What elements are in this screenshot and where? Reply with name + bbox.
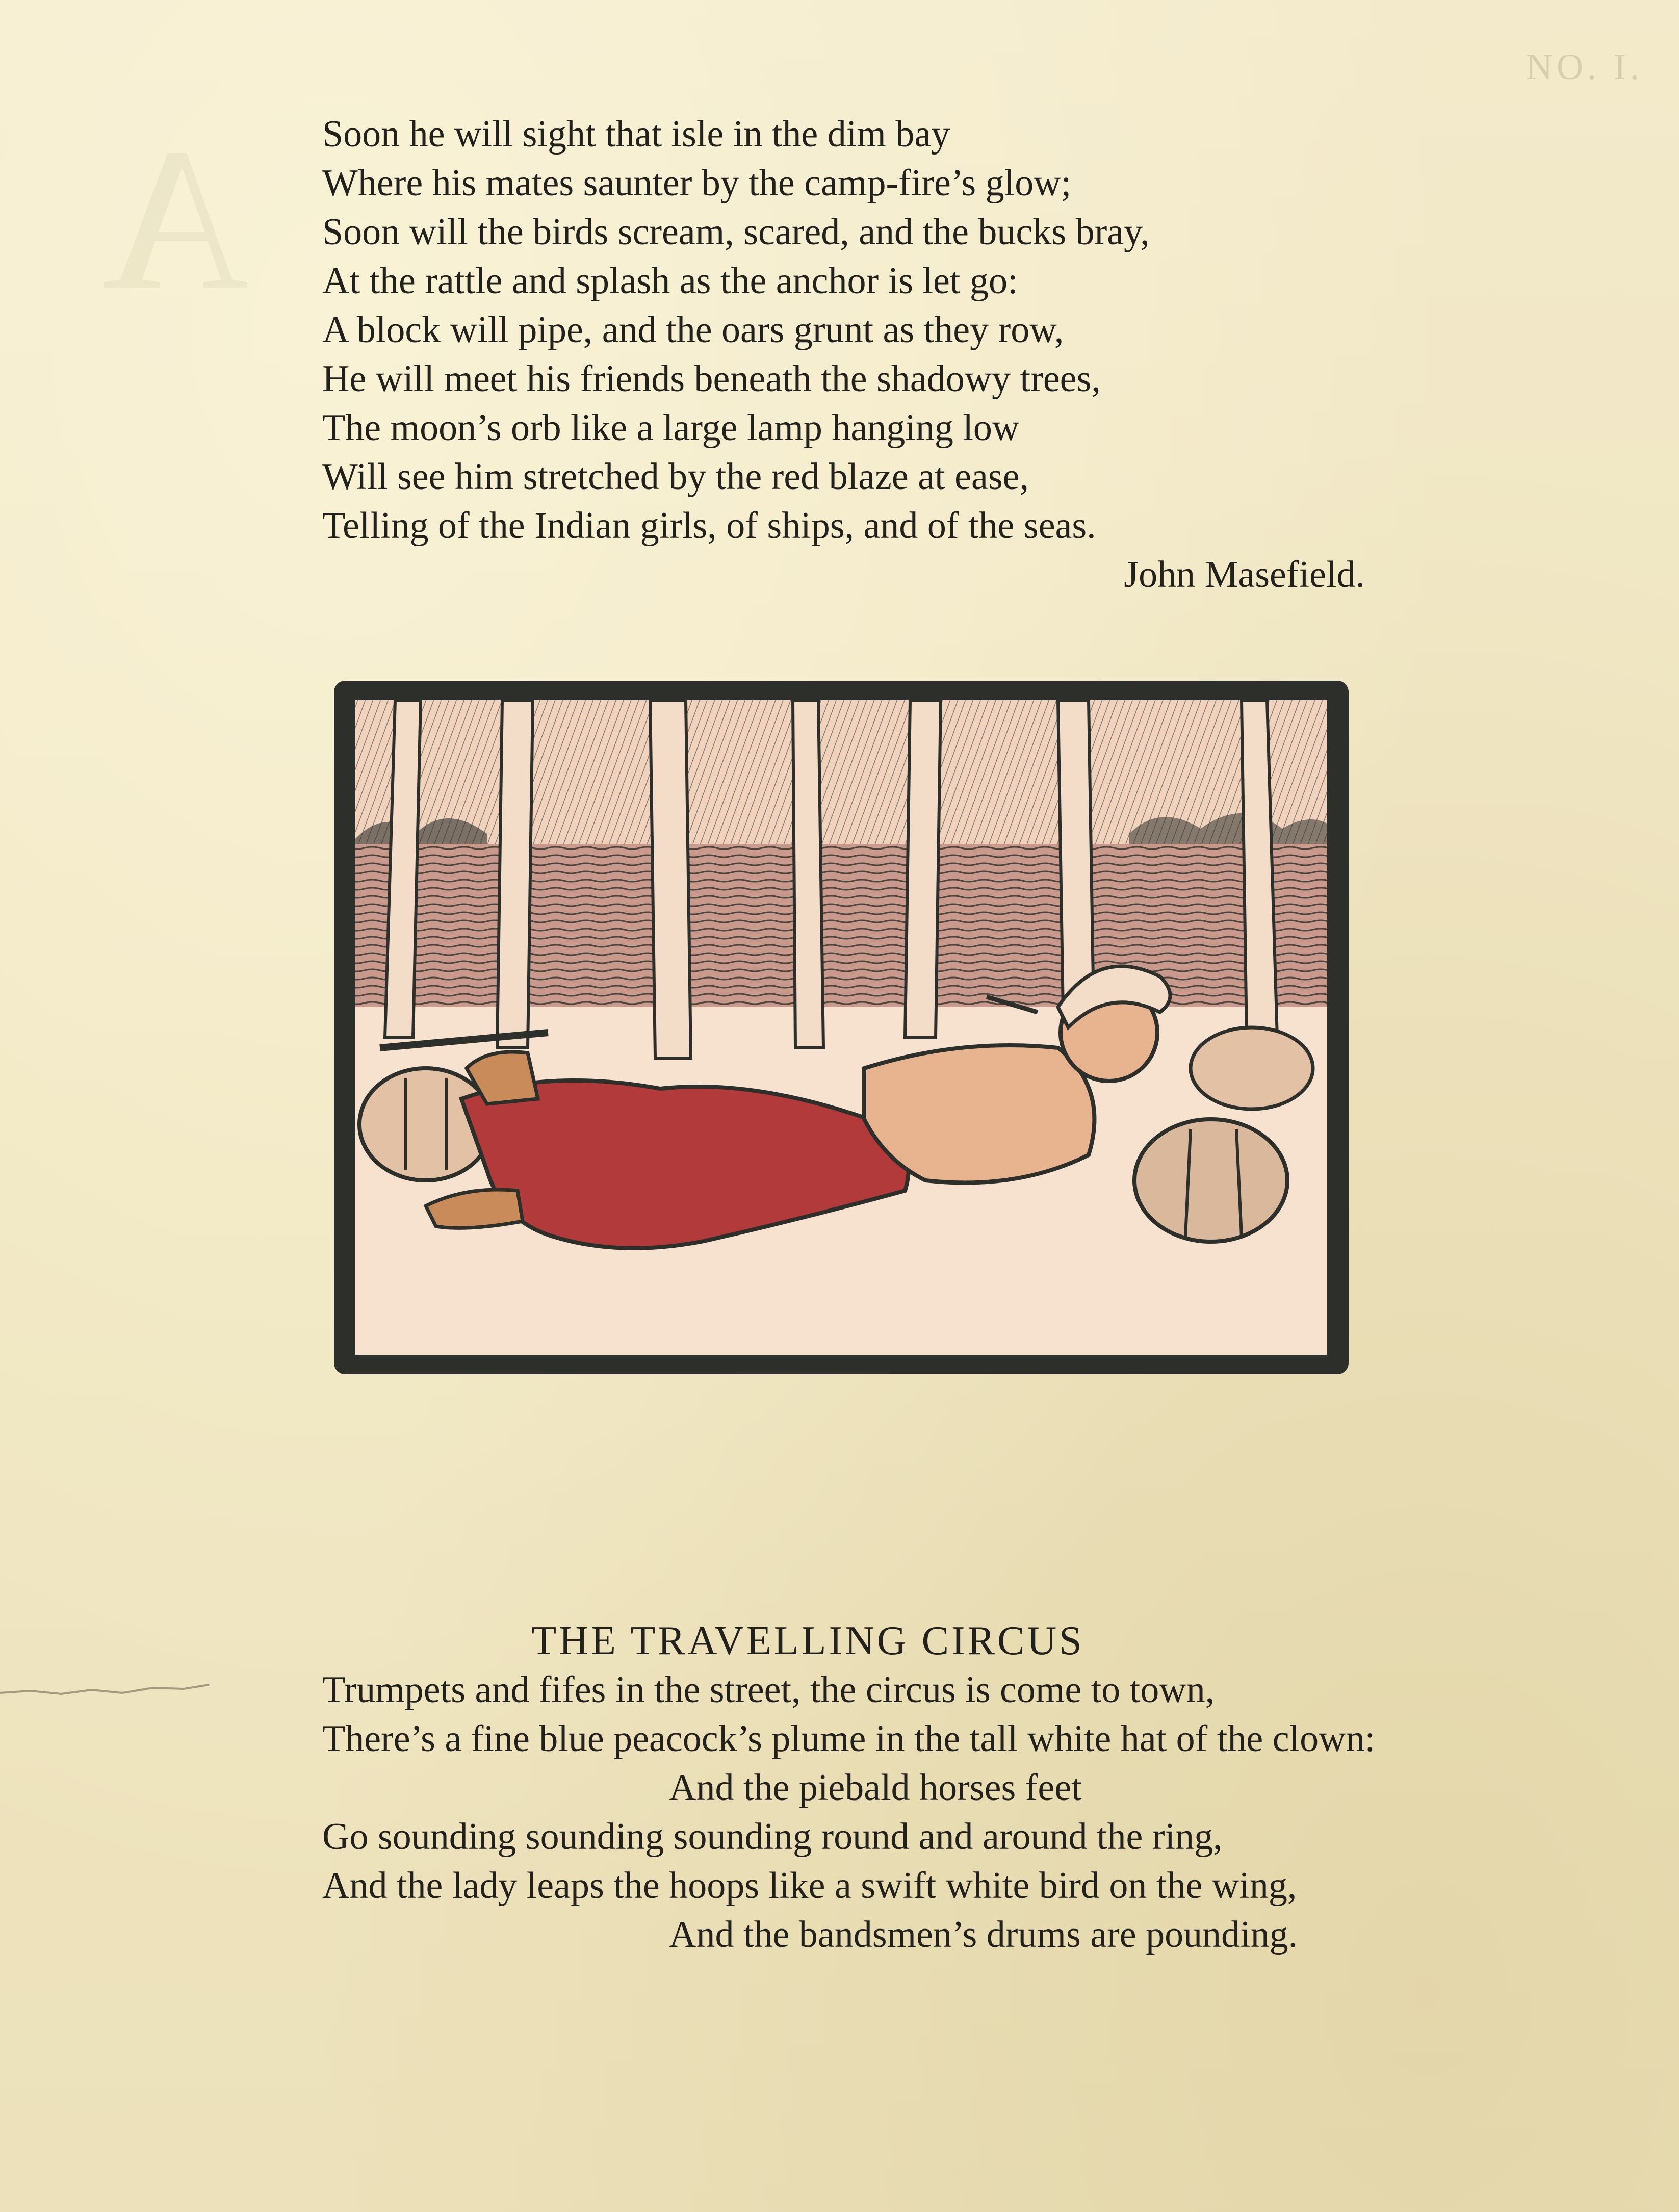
poem-line: Telling of the Indian girls, of ships, and of the seas. bbox=[322, 505, 1096, 547]
circus-line: And the piebald horses feet bbox=[669, 1767, 1082, 1809]
poem-line: A block will pipe, and the oars grunt as they row, bbox=[322, 309, 1064, 351]
circus-poem bbox=[322, 1616, 1658, 1959]
barrel-right bbox=[1134, 1119, 1287, 1242]
poem-line: Will see him stretched by the red blaze at ease, bbox=[322, 456, 1029, 498]
poem-line: Soon he will sight that isle in the dim bay bbox=[322, 113, 950, 155]
woodcut-svg bbox=[334, 681, 1349, 1374]
poem-author: John Masefield. bbox=[1124, 554, 1365, 596]
show-through-text: A bbox=[102, 106, 249, 332]
circus-line: There’s a fine blue peacock’s plume in the tall white hat of the clown: bbox=[322, 1718, 1376, 1760]
circus-line: Go sounding sounding sounding round and around the ring, bbox=[322, 1816, 1223, 1858]
circus-line: And the lady leaps the hoops like a swift white bird on the wing, bbox=[322, 1865, 1297, 1907]
poem-line: He will meet his friends beneath the shadowy trees, bbox=[322, 358, 1101, 400]
circus-title: THE TRAVELLING CIRCUS bbox=[531, 1618, 1084, 1663]
paper-tear bbox=[0, 1678, 214, 1708]
circus-line: Trumpets and fifes in the street, the circus is come to town, bbox=[322, 1669, 1215, 1711]
poem-line: Where his mates saunter by the camp-fire’s glow; bbox=[322, 162, 1072, 204]
man-torso bbox=[864, 1045, 1094, 1182]
circus-line: And the bandsmen’s drums are pounding. bbox=[669, 1914, 1298, 1956]
masefield-poem bbox=[322, 110, 1393, 599]
page-number: NO. I. bbox=[1526, 46, 1643, 87]
woodcut-illustration bbox=[334, 681, 1349, 1374]
poem-line: At the rattle and splash as the anchor is let go: bbox=[322, 260, 1018, 302]
poem-line: Soon will the birds scream, scared, and the bucks bray, bbox=[322, 211, 1150, 253]
poem-line: The moon’s orb like a large lamp hanging low bbox=[322, 407, 1020, 449]
